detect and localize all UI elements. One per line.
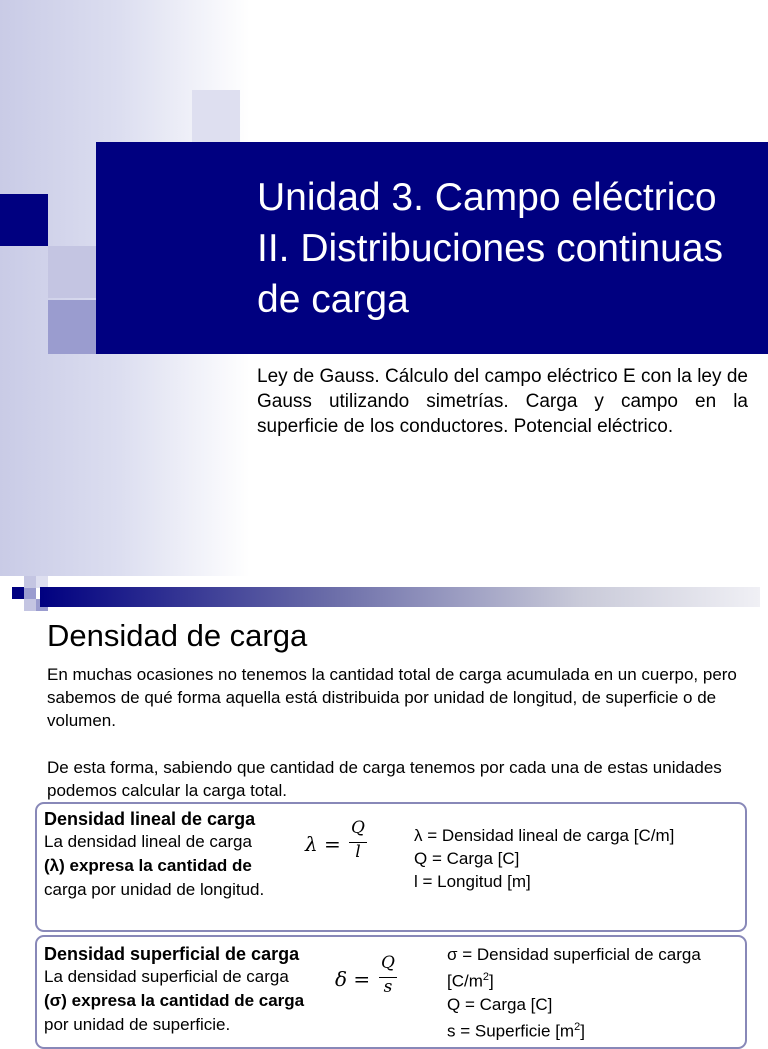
intro-paragraph: En muchas ocasiones no tenemos la cantidad total de carga acumulada en un cuerpo, pero sabemos de qué forma aquella está distribuida por unidad de longitud, de superficie o de volumen. [47,665,737,730]
surface-density-legend [447,943,701,1042]
legend-line: σ = Densidad superficial de carga [447,945,701,964]
surface-density-box [35,935,747,1049]
formula-denominator: l [355,842,361,862]
legend-text: s = Superficie [m [447,1021,575,1041]
surface-density-title: Densidad superficial de carga [44,944,300,964]
desc-bold: (σ) expresa la cantidad de carga [44,991,305,1010]
slide-title: Unidad 3. Campo eléctrico II. Distribuciones continuas de carga [257,176,724,321]
legend-line: Q = Carga [C] [447,994,553,1014]
linear-density-title: Densidad lineal de carga [44,809,256,829]
formula-symbol: δ = [335,967,371,991]
decor-square [0,194,48,246]
slide-subtitle: Ley de Gauss. Cálculo del campo eléctrico E con la ley de Gauss utilizando simetrías. Carga y campo en la superficie de los conductores. Potencial eléctrico. [257,366,748,437]
total-charge-paragraph: De esta forma, sabiendo que cantidad de carga tenemos por cada una de estas unidades podemos calcular la carga total. [47,758,722,800]
linear-density-box [35,802,747,932]
desc-text: por unidad de superficie. [44,1015,231,1034]
legend-text: [C/m [447,971,483,991]
formula-symbol: λ = [305,832,341,856]
decor-square [24,587,36,599]
formula-numerator: Q [351,818,365,838]
linear-density-description [44,830,284,902]
decor-square [48,300,96,354]
surface-density-description [44,965,334,1037]
formula-denominator: s [383,977,393,997]
legend-line: λ = Densidad lineal de carga [C/m] [414,826,675,845]
decor-square [24,599,36,611]
decor-square [48,246,96,298]
legend-superscript: 2 [482,971,490,983]
desc-bold: (λ) expresa la cantidad de [44,856,252,875]
legend-line: Q = Carga [C] [414,849,520,868]
legend-line: l = Longitud [m] [414,872,531,891]
decor-square [12,587,24,599]
formula-numerator: Q [381,953,395,973]
linear-density-legend [414,824,674,893]
legend-line [447,1016,701,1043]
decor-square [24,576,36,588]
legend-superscript: 2 [574,1020,581,1033]
content-slide [0,576,768,1041]
desc-text: La densidad superficial de carga [44,967,289,986]
legend-line [447,966,701,993]
surface-density-formula [335,953,405,1003]
header-gradient-bar [40,587,760,607]
decor-square [192,90,240,142]
desc-text: La densidad lineal de carga [44,832,252,851]
legend-text: ] [489,971,494,991]
legend-text: ] [580,1021,585,1041]
desc-text: carga por unidad de longitud. [44,880,265,899]
linear-density-formula [305,818,375,868]
section-heading: Densidad de carga [47,618,308,653]
